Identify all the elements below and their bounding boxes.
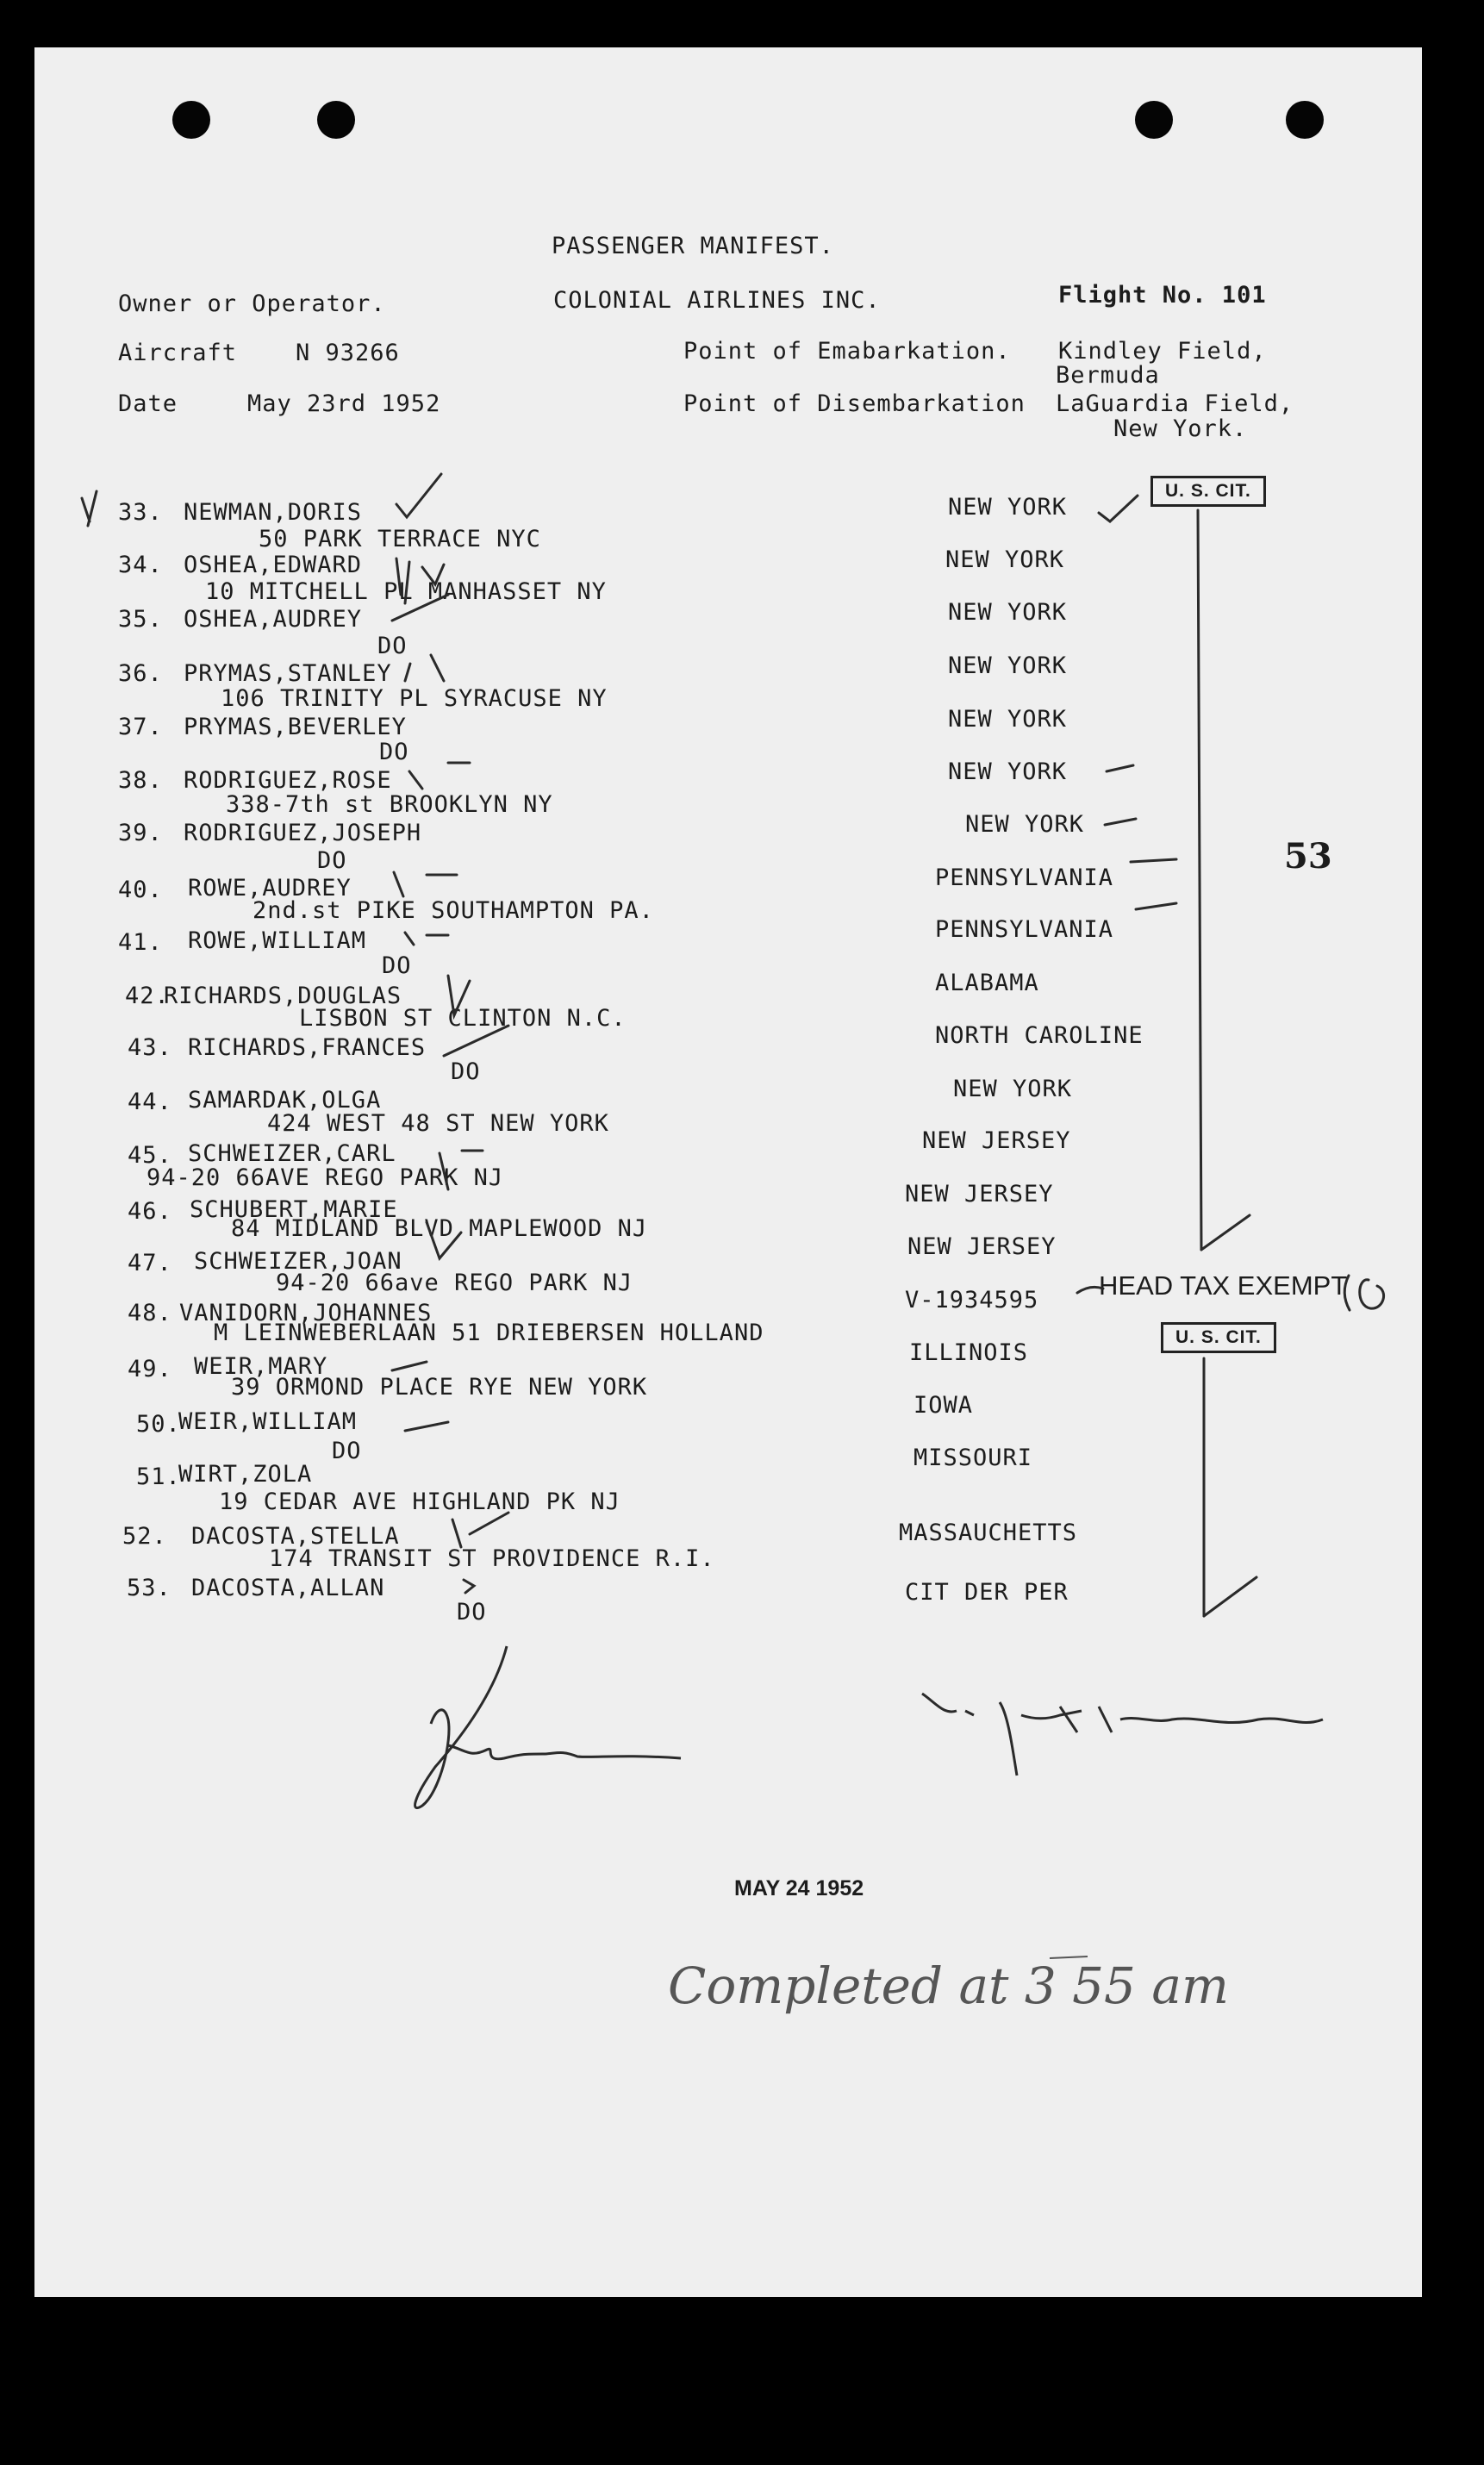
paren-mark <box>1344 1276 1350 1310</box>
passenger-address: DO <box>332 1438 362 1464</box>
passenger-number: 34. <box>118 552 163 578</box>
passenger-name: RICHARDS,FRANCES <box>188 1034 427 1061</box>
bracket-tick <box>1204 1577 1256 1616</box>
passenger-state: NEW YORK <box>948 706 1068 733</box>
passenger-name: DACOSTA,STELLA <box>191 1523 400 1550</box>
passenger-state: ALABAMA <box>935 970 1039 996</box>
passenger-name: DACOSTA,ALLAN <box>191 1575 385 1601</box>
passenger-number: 47. <box>128 1250 172 1276</box>
aircraft-label: Aircraft <box>118 340 238 366</box>
passenger-name: WIRT,ZOLA <box>178 1461 313 1488</box>
passenger-name: VANIDORN,JOHANNES <box>179 1300 433 1326</box>
passenger-state: PENNSYLVANIA <box>935 864 1114 891</box>
passenger-number: 44. <box>128 1089 172 1115</box>
passenger-address: 424 WEST 48 ST NEW YORK <box>267 1110 609 1137</box>
aircraft-id: N 93266 <box>296 340 400 366</box>
page-count: 53 <box>1284 836 1332 877</box>
passenger-name: ROWE,WILLIAM <box>188 927 367 954</box>
passenger-state: NEW YORK <box>965 811 1085 838</box>
h-mark <box>440 1151 483 1189</box>
w-mark <box>427 1222 461 1258</box>
passenger-name: WEIR,WILLIAM <box>178 1408 358 1435</box>
passenger-state: NEW JERSEY <box>905 1181 1054 1208</box>
h-mark <box>405 933 448 945</box>
passenger-number: 43. <box>128 1034 172 1061</box>
signature-left <box>415 1646 681 1808</box>
bracket-line <box>1198 510 1201 1250</box>
tick-marks <box>1105 765 1176 909</box>
passenger-address: 174 TRANSIT ST PROVIDENCE R.I. <box>269 1545 715 1572</box>
passenger-address: 84 MIDLAND BLVD MAPLEWOOD NJ <box>231 1215 648 1242</box>
slash-mark <box>444 1026 508 1056</box>
disembarkation-label: Point of Disembarkation <box>683 390 1026 417</box>
passenger-number: 33. <box>118 499 163 526</box>
passenger-number: 53. <box>127 1575 171 1601</box>
passenger-state: IOWA <box>913 1392 974 1419</box>
m-mark <box>452 1513 508 1547</box>
passenger-name: SCHWEIZER,JOAN <box>194 1248 402 1275</box>
passenger-state: NEW YORK <box>948 652 1068 679</box>
passenger-number: 50. <box>136 1411 181 1438</box>
w-mark <box>409 763 470 789</box>
passenger-number: 51. <box>136 1463 181 1490</box>
us-citizen-stamp: U. S. CIT. <box>1161 1322 1276 1353</box>
received-date-stamp: MAY 24 1952 <box>734 1876 864 1900</box>
passenger-address: 50 PARK TERRACE NYC <box>259 526 541 552</box>
passenger-state: NEW YORK <box>945 546 1065 573</box>
h-mark <box>448 976 470 1015</box>
date-label: Date <box>118 390 178 417</box>
passenger-number: 35. <box>118 606 163 633</box>
passenger-name: NEWMAN,DORIS <box>184 499 363 526</box>
passenger-name: PRYMAS,BEVERLEY <box>184 714 407 740</box>
slash-mark <box>392 1362 427 1370</box>
check-mark <box>405 1422 448 1431</box>
passenger-name: OSHEA,AUDREY <box>184 606 363 633</box>
passenger-address: 2nd.st PIKE SOUTHAMPTON PA. <box>253 897 654 924</box>
passenger-number: 37. <box>118 714 163 740</box>
owner-label: Owner or Operator. <box>118 290 386 317</box>
margin-mark <box>82 498 90 521</box>
operator-name: COLONIAL AIRLINES INC. <box>553 287 881 314</box>
passenger-state: CIT DER PER <box>905 1579 1069 1606</box>
passenger-number: 42. <box>125 983 170 1009</box>
passenger-name: SCHWEIZER,CARL <box>188 1140 396 1167</box>
passenger-address: DO <box>377 633 408 659</box>
passenger-state: NEW YORK <box>948 494 1068 521</box>
passenger-address: DO <box>382 952 412 979</box>
passenger-name: WEIR,MARY <box>194 1353 328 1380</box>
h-mark <box>396 559 409 603</box>
passenger-number: 46. <box>128 1198 172 1225</box>
passenger-number: 48. <box>128 1300 172 1326</box>
passenger-number: 41. <box>118 929 163 956</box>
passenger-name: OSHEA,EDWARD <box>184 552 363 578</box>
passenger-address: DO <box>317 847 347 874</box>
passenger-address: 94-20 66AVE REGO PARK NJ <box>147 1164 504 1191</box>
passenger-state: ILLINOIS <box>909 1339 1029 1366</box>
passenger-state: NEW YORK <box>953 1076 1073 1102</box>
embarkation-value: Kindley Field, <box>1058 338 1267 365</box>
embarkation-value-2: Bermuda <box>1056 362 1160 389</box>
slash-mark <box>392 595 448 621</box>
passenger-address: M LEINWEBERLAAN 51 DRIEBERSEN HOLLAND <box>214 1320 764 1346</box>
passenger-name: PRYMAS,STANLEY <box>184 660 392 687</box>
passenger-address: DO <box>457 1599 487 1626</box>
disembarkation-value: LaGuardia Field, <box>1056 390 1294 417</box>
passenger-name: ROWE,AUDREY <box>188 875 352 902</box>
arrow-mark <box>1077 1287 1103 1293</box>
passenger-address: 10 MITCHELL PL MANHASSET NY <box>205 578 607 605</box>
passenger-state: NEW YORK <box>948 758 1068 785</box>
passenger-address: 106 TRINITY PL SYRACUSE NY <box>221 685 608 712</box>
passenger-name: RICHARDS,DOUGLAS <box>164 983 402 1009</box>
h-mark <box>405 655 444 681</box>
margin-mark <box>88 491 97 526</box>
manifest-title: PASSENGER MANIFEST. <box>552 233 834 259</box>
passenger-address: 94-20 66ave REGO PARK NJ <box>276 1270 633 1296</box>
passenger-number: 45. <box>128 1142 172 1169</box>
passenger-state: MISSOURI <box>913 1445 1033 1471</box>
passenger-state: V-1934595 <box>905 1287 1039 1314</box>
passenger-name: RODRIGUEZ,ROSE <box>184 767 392 794</box>
passenger-number: 40. <box>118 877 163 903</box>
passenger-number: 49. <box>128 1356 172 1382</box>
w-mark <box>394 872 457 896</box>
us-citizen-stamp: U. S. CIT. <box>1150 476 1266 507</box>
circle-mark <box>1360 1280 1384 1308</box>
disembarkation-value-2: New York. <box>1113 415 1248 442</box>
bracket-tick <box>1201 1215 1250 1250</box>
passenger-name: SCHUBERT,MARIE <box>190 1196 398 1223</box>
check-mark <box>1099 496 1138 521</box>
completed-annotation: Completed at 3 55 am <box>668 1956 1229 2015</box>
signature-right <box>922 1694 1323 1775</box>
passenger-name: RODRIGUEZ,JOSEPH <box>184 820 422 846</box>
passenger-number: 38. <box>118 767 163 794</box>
passenger-address: 338-7th st BROOKLYN NY <box>226 791 553 818</box>
passenger-state: NEW JERSEY <box>922 1127 1071 1154</box>
head-tax-exempt-stamp: HEAD TAX EXEMPT <box>1099 1270 1348 1301</box>
passenger-state: NORTH CAROLINE <box>935 1022 1144 1049</box>
passenger-address: 19 CEDAR AVE HIGHLAND PK NJ <box>219 1488 620 1515</box>
passenger-state: MASSAUCHETTS <box>899 1520 1078 1546</box>
passenger-number: 52. <box>122 1523 167 1550</box>
passenger-address: DO <box>379 739 409 765</box>
flight-number: Flight No. 101 <box>1058 282 1267 309</box>
passenger-address: 39 ORMOND PLACE RYE NEW YORK <box>231 1374 648 1401</box>
embarkation-label: Point of Emabarkation. <box>683 338 1011 365</box>
passenger-state: NEW JERSEY <box>907 1233 1057 1260</box>
passenger-address: DO <box>451 1058 481 1085</box>
manifest-date: May 23rd 1952 <box>247 390 441 417</box>
passenger-state: NEW YORK <box>948 599 1068 626</box>
passenger-name: SAMARDAK,OLGA <box>188 1087 382 1114</box>
passenger-number: 39. <box>118 820 163 846</box>
passenger-state: PENNSYLVANIA <box>935 916 1114 943</box>
w-mark <box>422 565 444 584</box>
passenger-address: LISBON ST CLINTON N.C. <box>299 1005 627 1032</box>
check-mark <box>396 474 441 517</box>
s-mark <box>464 1580 474 1593</box>
passenger-number: 36. <box>118 660 163 687</box>
